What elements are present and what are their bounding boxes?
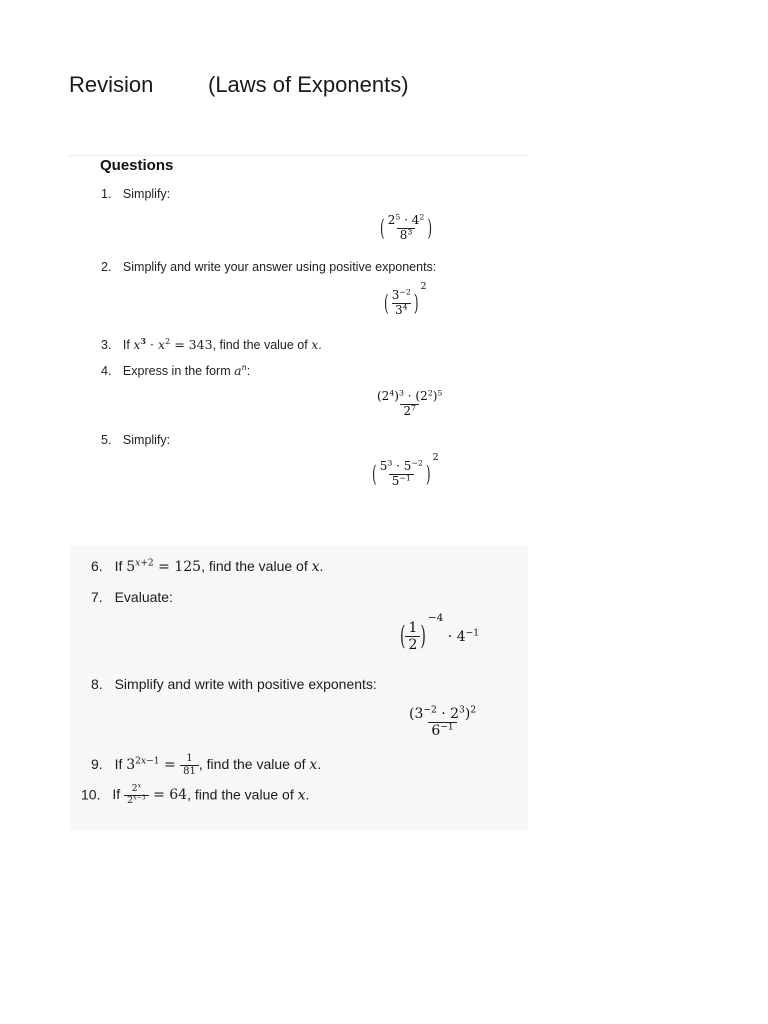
question-text: Evaluate: <box>114 589 173 605</box>
math-expression-5: ( $\frac{5^3 \cdot 5^{-2}}{5^{-1}}$ )$^2$ <box>372 451 439 488</box>
question-number: 4. <box>101 364 112 378</box>
question-9: 9. If $3^{2x-1}$ = $\frac{1}{81}$ , find the value of x. <box>91 753 322 777</box>
question-2 <box>101 260 436 274</box>
math-expression-4: $\frac{(2^4)^3 \cdot (2^2)^5}{2^7}$ <box>377 388 443 418</box>
math-expression-2: ( $\frac{3^{-2}}{3^4}$ )$^2$ <box>384 280 427 317</box>
question-8 <box>91 676 377 692</box>
question-number: 9. <box>91 756 103 772</box>
question-text: , find the value of <box>201 558 312 574</box>
question-text: , find the value of <box>187 786 298 803</box>
questions-heading: Questions <box>100 157 174 174</box>
question-number: 2. <box>101 260 112 274</box>
question-text: If <box>122 338 134 352</box>
question-text: If <box>112 786 125 803</box>
question-4: 4. Express in the form $a^n$: <box>101 362 251 378</box>
questions-panel-1 <box>68 155 528 516</box>
question-number: 3. <box>101 338 112 352</box>
question-number: 8. <box>91 676 103 692</box>
question-text: If <box>114 756 127 772</box>
question-5 <box>101 433 170 447</box>
question-text: Express in the form <box>122 364 235 378</box>
page-title-revision: Revision <box>69 72 154 97</box>
question-number: 7. <box>91 589 103 605</box>
question-10: 10. If $\frac{2^x}{2^{x-3}}$ = 64, find the value of x. <box>81 782 310 806</box>
math-expression-8: $\frac{(3^{-2} \cdot 2^3)^2}{6^{-1}}$ <box>409 705 477 740</box>
question-text: Simplify: <box>122 187 171 201</box>
question-3: 3. If $x^3 \cdot x^2 = 343$, find the value of x. <box>101 336 322 352</box>
math-expression-1: ( $\frac{2^5 \cdot 4^2}{8^3}$ ) <box>380 212 433 242</box>
question-number: 1. <box>101 187 112 201</box>
page-title-topic: (Laws of Exponents) <box>208 72 409 97</box>
math-inline: $x^3 \cdot x^2 = 343$ <box>133 336 213 352</box>
math-expression-7: ( $\frac{1}{2}$ )$^{-4} \cdot 4^{-1}$ <box>400 611 480 654</box>
question-6: 6. If $5^{x+2} = 125$, find the value of x. <box>91 558 324 575</box>
question-number: 10. <box>81 786 101 803</box>
question-number: 6. <box>91 558 103 574</box>
question-text: Simplify: <box>122 433 171 447</box>
question-text: Simplify and write your answer using positive exponents: <box>122 260 437 274</box>
question-1 <box>101 187 170 201</box>
question-text: If <box>114 558 127 574</box>
question-text: , find the value of <box>212 338 312 352</box>
question-7 <box>91 589 173 605</box>
question-text: Simplify and write with positive exponents: <box>114 676 377 692</box>
question-number: 5. <box>101 433 112 447</box>
question-text: , find the value of <box>198 756 310 772</box>
